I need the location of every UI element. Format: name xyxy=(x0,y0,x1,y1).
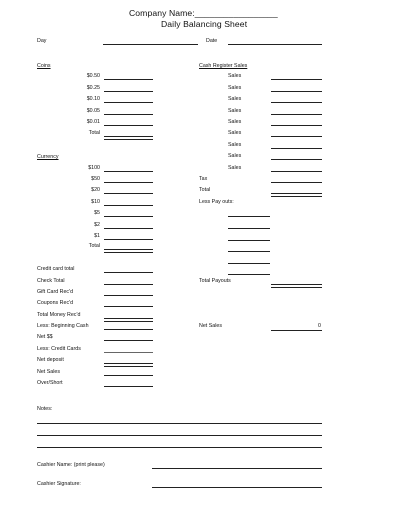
company-name-label: Company Name:_________________ xyxy=(129,8,278,18)
net-sales-right-label: Net Sales xyxy=(199,323,222,329)
total-payouts-field[interactable] xyxy=(271,284,322,288)
sales-label: Sales xyxy=(228,85,242,91)
ledger-amount-field[interactable] xyxy=(104,295,153,296)
ledger-amount-field[interactable] xyxy=(104,284,153,285)
cashier-name-label: Cashier Name: (print please) xyxy=(37,462,105,468)
currency-label: $5 xyxy=(94,210,100,216)
net-sales-field[interactable] xyxy=(271,330,322,331)
ledger-amount-field[interactable] xyxy=(104,352,153,353)
ledger-label: Net Sales xyxy=(37,369,60,375)
currency-amount-field[interactable] xyxy=(104,216,153,217)
sales-label: Sales xyxy=(228,153,242,159)
ledger-label: Less: Beginning Cash xyxy=(37,323,89,329)
currency-amount-field[interactable] xyxy=(104,228,153,229)
date-label: Date xyxy=(206,38,218,44)
coin-label: $0.01 xyxy=(86,119,100,125)
register-total-label: Total xyxy=(199,187,211,193)
sales-amount-field[interactable] xyxy=(271,171,322,172)
register-total-field[interactable] xyxy=(271,193,322,197)
coin-label: $0.10 xyxy=(86,96,100,102)
ledger-label: Credit card total xyxy=(37,266,75,272)
ledger-label: Gift Card Rec'd xyxy=(37,289,74,295)
cashier-name-field[interactable] xyxy=(152,468,322,469)
ledger-label: Less: Credit Cards xyxy=(37,346,81,352)
sheet-title: Daily Balancing Sheet xyxy=(161,19,248,29)
ledger-amount-field[interactable] xyxy=(104,329,153,330)
currency-label: $10 xyxy=(91,199,100,205)
sales-label: Sales xyxy=(228,96,242,102)
cashier-signature-label: Cashier Signature: xyxy=(37,481,81,487)
ledger-amount-field[interactable] xyxy=(104,272,153,273)
sales-amount-field[interactable] xyxy=(271,102,322,103)
payouts-label: Less Pay outs: xyxy=(199,199,234,205)
coin-amount-field[interactable] xyxy=(104,91,153,92)
ledger-amount-field[interactable] xyxy=(104,386,153,387)
currency-label: $20 xyxy=(91,187,100,193)
sales-amount-field[interactable] xyxy=(271,125,322,126)
currency-label: $100 xyxy=(88,165,100,171)
coin-amount-field[interactable] xyxy=(104,79,153,80)
tax-field[interactable] xyxy=(271,182,322,183)
day-field[interactable] xyxy=(103,44,198,45)
sales-label: Sales xyxy=(228,119,242,125)
ledger-amount-field[interactable] xyxy=(104,318,153,322)
payout-field[interactable] xyxy=(228,216,270,217)
notes-line[interactable] xyxy=(37,447,322,448)
ledger-label: Check Total xyxy=(37,278,65,284)
coin-label: $0.05 xyxy=(86,108,100,114)
currency-heading: Currency xyxy=(37,154,59,160)
coins-total-field[interactable] xyxy=(104,136,153,140)
currency-amount-field[interactable] xyxy=(104,205,153,206)
currency-amount-field[interactable] xyxy=(104,239,153,240)
ledger-amount-field[interactable] xyxy=(104,375,153,376)
ledger-amount-field[interactable] xyxy=(104,363,153,367)
ledger-amount-field[interactable] xyxy=(104,340,153,341)
payout-field[interactable] xyxy=(228,240,270,241)
sales-label: Sales xyxy=(228,165,242,171)
coin-amount-field[interactable] xyxy=(104,125,153,126)
payout-field[interactable] xyxy=(228,263,270,264)
currency-amount-field[interactable] xyxy=(104,182,153,183)
currency-total-label: Total xyxy=(88,243,100,249)
currency-amount-field[interactable] xyxy=(104,193,153,194)
sales-label: Sales xyxy=(228,108,242,114)
currency-amount-field[interactable] xyxy=(104,171,153,172)
ledger-label: Net $$ xyxy=(37,334,53,340)
payout-field[interactable] xyxy=(228,251,270,252)
cashier-signature-field[interactable] xyxy=(152,487,322,488)
tax-label: Tax xyxy=(199,176,208,182)
total-payouts-label: Total Payouts xyxy=(199,278,231,284)
coins-heading: Coins xyxy=(37,63,51,69)
register-heading: Cash Register Sales xyxy=(199,63,248,69)
notes-line[interactable] xyxy=(37,423,322,424)
net-sales-value: 0 xyxy=(318,323,321,329)
currency-label: $50 xyxy=(91,176,100,182)
coin-label: $0.50 xyxy=(86,73,100,79)
sales-amount-field[interactable] xyxy=(271,148,322,149)
coin-label: $0.25 xyxy=(86,85,100,91)
currency-total-field[interactable] xyxy=(104,249,153,253)
coin-amount-field[interactable] xyxy=(104,102,153,103)
sales-label: Sales xyxy=(228,142,242,148)
payout-field[interactable] xyxy=(228,274,270,275)
day-label: Day xyxy=(37,38,47,44)
sales-amount-field[interactable] xyxy=(271,79,322,80)
sales-amount-field[interactable] xyxy=(271,114,322,115)
ledger-amount-field[interactable] xyxy=(104,306,153,307)
payout-field[interactable] xyxy=(228,228,270,229)
date-field[interactable] xyxy=(228,44,322,45)
sales-amount-field[interactable] xyxy=(271,159,322,160)
currency-label: $2 xyxy=(94,222,100,228)
ledger-label: Over/Short xyxy=(37,380,63,386)
currency-label: $1 xyxy=(94,233,100,239)
coin-amount-field[interactable] xyxy=(104,114,153,115)
sales-label: Sales xyxy=(228,73,242,79)
ledger-label: Total Money Rec'd xyxy=(37,312,81,318)
notes-label: Notes: xyxy=(37,406,53,412)
coins-total-label: Total xyxy=(88,130,100,136)
ledger-label: Coupons Rec'd xyxy=(37,300,74,306)
sales-amount-field[interactable] xyxy=(271,136,322,137)
notes-line[interactable] xyxy=(37,435,322,436)
sales-label: Sales xyxy=(228,130,242,136)
sales-amount-field[interactable] xyxy=(271,91,322,92)
ledger-label: Net deposit xyxy=(37,357,64,363)
